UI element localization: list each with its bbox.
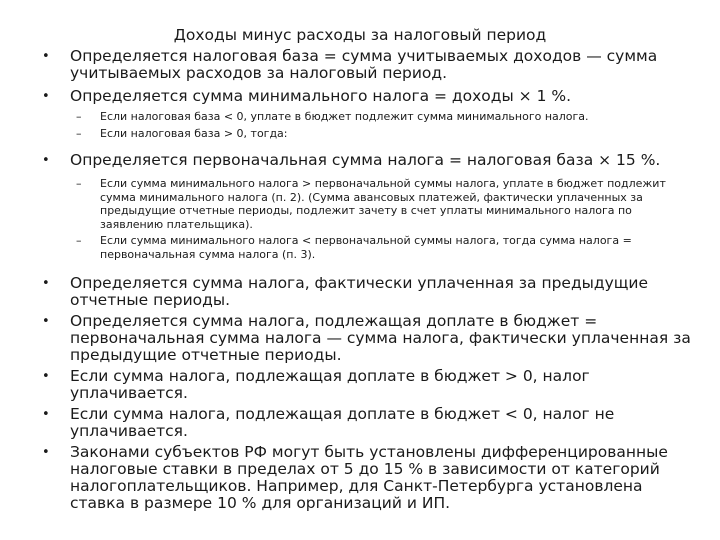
list-item — [36, 48, 696, 82]
bullet-icon: • — [42, 153, 50, 168]
list-item-text: Если сумма налога, подлежащая доплате в бюджет < 0, налог не уплачивается. — [70, 405, 615, 440]
sub-list-item — [70, 177, 696, 231]
list-item — [36, 444, 696, 512]
bullet-icon: • — [42, 314, 50, 329]
list-item-text: Если сумма налога, подлежащая доплате в бюджет > 0, налог уплачивается. — [70, 367, 590, 402]
main-bullet-list — [36, 48, 696, 512]
bullet-icon: • — [42, 89, 50, 104]
bullet-icon: • — [42, 407, 50, 422]
list-item-text: Законами субъектов РФ могут быть установлены дифференцированные налоговые ставки в пределах от 5 до 15 % в зависимости от категорий налогоплательщиков. Например, для Санкт-Петербурга установлена ставка в размере 10 % для организаций и ИП. — [70, 443, 668, 512]
sub-list-initial-tax — [70, 177, 696, 261]
sub-list-min-tax — [70, 110, 696, 140]
list-item — [36, 313, 696, 364]
sub-list-item-text: Если сумма минимального налога < первоначальной суммы налога, тогда сумма налога = первоначальная сумма налога (п. 3). — [100, 234, 632, 261]
list-item-text: Определяется налоговая база = сумма учитываемых доходов — сумма учитываемых расходов за налоговый период. — [70, 47, 658, 82]
sub-list-item — [70, 127, 696, 141]
list-item-text: Определяется сумма минимального налога = доходы × 1 %. — [70, 87, 572, 105]
bullet-icon: • — [42, 369, 50, 384]
list-item-text: Определяется сумма налога, фактически уплаченная за предыдущие отчетные периоды. — [70, 274, 649, 309]
sub-list-item-text: Если сумма минимального налога > первоначальной суммы налога, уплате в бюджет подлежит сумма минимального налога (п. 2). (Сумма авансовых платежей, фактически уплаченных за предыдущие отчетные периоды, подлежит зачету в счет уплаты минимального налога по заявлению плательщика). — [100, 177, 666, 231]
sub-list-item-text: Если налоговая база < 0, уплате в бюджет подлежит сумма минимального налога. — [100, 110, 589, 123]
dash-icon: – — [76, 177, 82, 190]
list-item-text: Определяется первоначальная сумма налога = налоговая база × 15 %. — [70, 151, 661, 169]
dash-icon: – — [76, 126, 82, 140]
sub-list-item-text: Если налоговая база > 0, тогда: — [100, 126, 288, 140]
sub-list-item — [70, 234, 696, 261]
bullet-icon: • — [42, 276, 50, 291]
list-item-text: Определяется сумма налога, подлежащая доплате в бюджет = первоначальная сумма налога — сумма налога, фактически уплаченная за предыдущие отчетные периоды. — [70, 312, 691, 364]
dash-icon: – — [76, 110, 82, 123]
list-item — [36, 406, 696, 440]
sub-list-item — [70, 110, 696, 124]
slide-title-text: Доходы минус расходы за налоговый период — [173, 26, 547, 44]
list-item — [36, 275, 696, 309]
bullet-icon: • — [42, 445, 50, 460]
dash-icon: – — [76, 234, 82, 247]
list-item — [36, 152, 696, 261]
list-item — [36, 88, 696, 140]
bullet-icon: • — [42, 49, 50, 64]
slide-title — [0, 26, 720, 44]
list-item — [36, 368, 696, 402]
